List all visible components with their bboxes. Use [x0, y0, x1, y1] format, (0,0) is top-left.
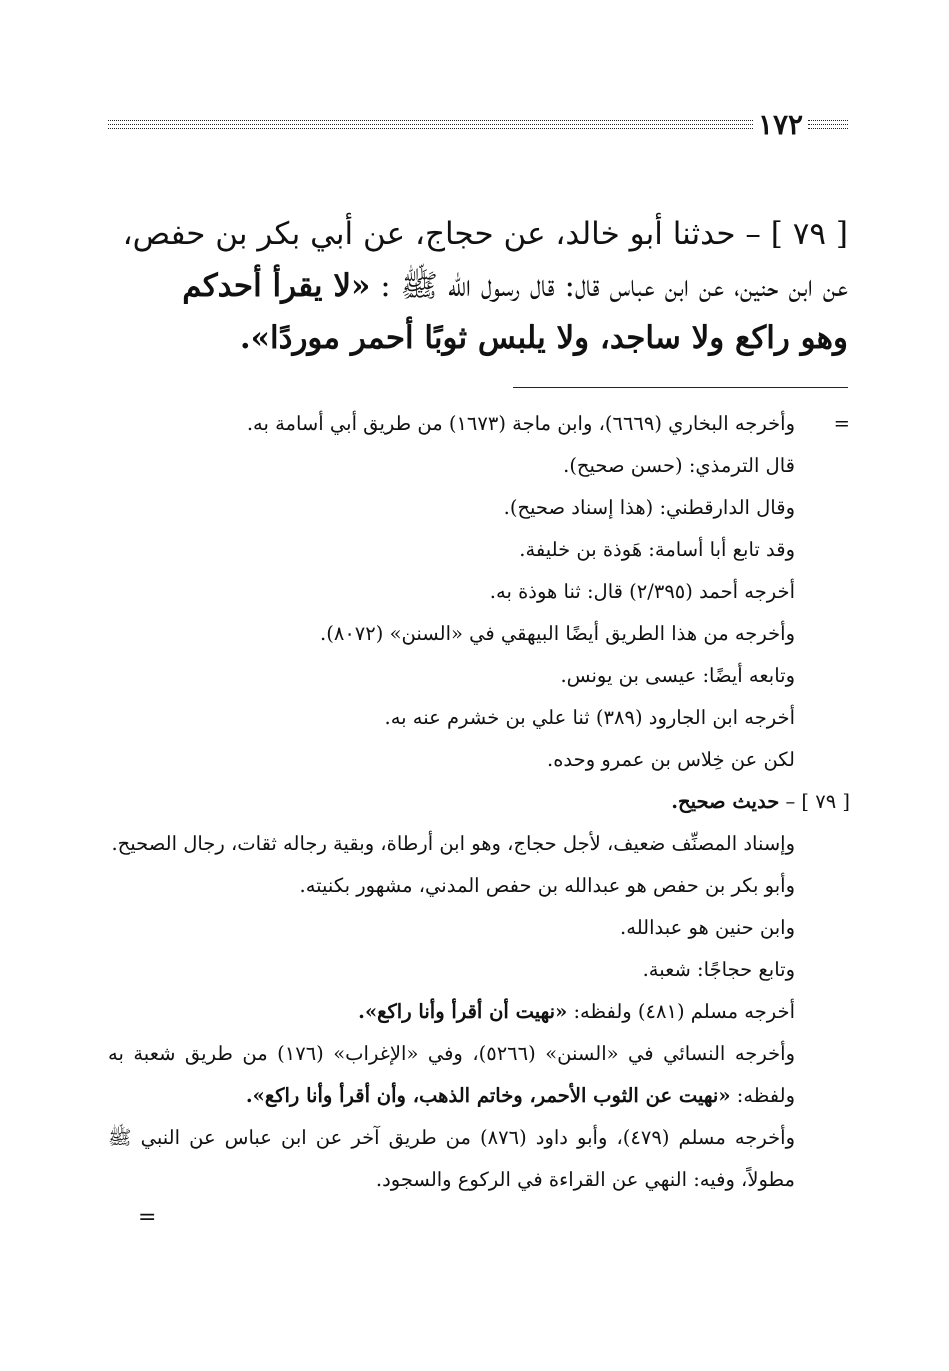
header-rule-right-middle: [808, 124, 848, 125]
footnote-line: أخرجه أحمد (٢/٣٩٥) قال: ثنا هوذة به.: [489, 580, 795, 603]
running-header: [108, 108, 848, 141]
header-rule-right-bottom: [808, 128, 848, 129]
isnad-note: وإسناد المصنِّف ضعيف، لأجل حجاج، وهو ابن أرطاة، وبقية رجاله ثقات، رجال الصحيح.: [111, 832, 795, 855]
footnote-separator: [513, 387, 848, 388]
footnote-line: وأخرجه من هذا الطريق أيضًا البيهقي في «السنن» (٨٠٧٢).: [320, 622, 795, 645]
footnote-line: وتابعه أيضًا: عيسى بن يونس.: [560, 664, 795, 687]
hadith-text: [108, 208, 848, 364]
nasai-line: وأخرجه النسائي في «السنن» (٥٢٦٦)، وفي «الإغراب» (١٧٦) من طريق شعبة به ولفظه: «نهيت عن الثوب الأحمر، وخاتم الذهب، وأن أقرأ وأنا راكع».: [108, 1042, 795, 1107]
hadith-line-2-bold: «لا يقرأ أحدكم: [182, 268, 371, 304]
footnote-last: وأخرجه مسلم (٤٧٩)، وأبو داود (٨٧٦) من طريق آخر عن ابن عباس عن النبي ﷺ مطولاً، وفيه: النهي عن القراءة في الركوع والسجود.: [108, 1126, 796, 1191]
footnote-line: وأبو بكر بن حفص هو عبدالله بن حفص المدني، مشهور بكنيته.: [299, 874, 795, 897]
hadith-line-3-bold: وهو راكع ولا ساجد، ولا يلبس ثوبًا أحمر موردًا».: [239, 320, 848, 356]
footnote-line: أخرجه ابن الجارود (٣٨٩) ثنا علي بن خشرم عنه به.: [384, 706, 795, 729]
header-rule-bottom: [108, 128, 753, 129]
muslim-line: أخرجه مسلم (٤٨١) ولفظه: «نهيت أن أقرأ وأنا راكع».: [358, 1000, 795, 1023]
header-rule-right-top: [808, 120, 848, 121]
hadith-number: [ ٧٩ ] –: [785, 790, 850, 813]
page-number: ١٧٢: [757, 108, 804, 141]
footnote-line: وتابع حجاجًا: شعبة.: [642, 958, 795, 981]
footnotes: [108, 403, 850, 1201]
footnote-line: وابن حنين هو عبدالله.: [620, 916, 795, 939]
footnote-line: لكن عن خِلاس بن عمرو وحده.: [547, 748, 795, 771]
hadith-grade: [108, 781, 850, 823]
hadith-verdict: حديث صحيح.: [671, 790, 780, 813]
header-rule-top: [108, 120, 753, 121]
hadith-line-3: [108, 312, 848, 364]
footnote-line: وقد تابع أبا أسامة: هَوذة بن خليفة.: [519, 538, 795, 561]
footnote-line: =وأخرجه البخاري (٦٦٦٩)، وابن ماجة (١٦٧٣) من طريق أبي أسامة به.: [108, 403, 850, 445]
continuation-mark-end: =: [138, 1205, 157, 1230]
header-rule-middle: [108, 124, 753, 125]
hadith-line-2-plain: عن ابن حنين، عن ابن عباس قال: قال رسول الله ﷺ :: [380, 268, 848, 304]
continuation-mark: =: [833, 412, 850, 435]
hadith-line-1: [ ٧٩ ] – حدثنا أبو خالد، عن حجاج، عن أبي بكر بن حفص،: [122, 216, 848, 252]
footnote-line: وقال الدارقطني: (هذا إسناد صحيح).: [503, 496, 795, 519]
footnote-line: قال الترمذي: (حسن صحيح).: [563, 454, 795, 477]
hadith-line-2: [108, 260, 848, 312]
